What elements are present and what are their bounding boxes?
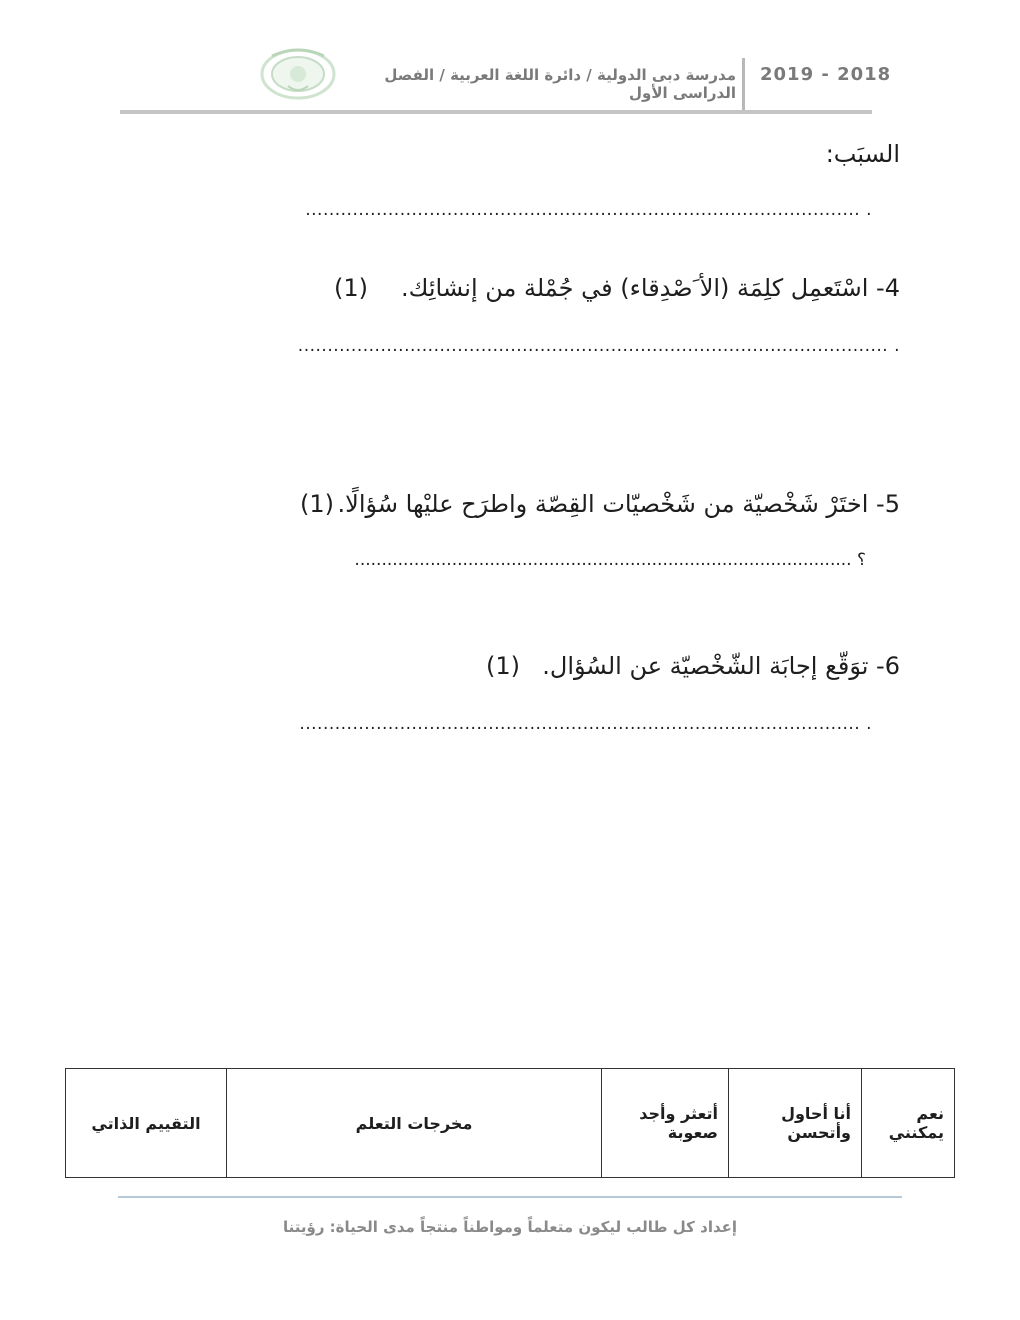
footer-rule xyxy=(118,1196,902,1198)
reason-answer-line[interactable]: . .............................................................................................. xyxy=(305,200,872,220)
reason-label: السبَب: xyxy=(825,140,900,168)
self-assessment-table xyxy=(65,1068,955,1178)
column-self-assessment: التقييم الذاتي xyxy=(66,1069,227,1178)
column-trying-improving: أنا أحاول وأتحسن xyxy=(729,1069,862,1178)
column-learning-outcomes: مخرجات التعلم xyxy=(227,1069,602,1178)
column-struggling: أتعثر وأجد صعوبة xyxy=(602,1069,729,1178)
question-5: 5- اختَرْ شَخْصيّة من شَخْصيّات القِصّة واطرَح عليْها سُؤالًا. xyxy=(337,490,900,518)
question-6-mark: (1) xyxy=(486,652,520,680)
question-5-mark: (1) xyxy=(300,490,334,518)
table-row xyxy=(66,1069,955,1178)
question-6-answer-line[interactable]: . ............................................................................................... xyxy=(299,714,872,734)
question-4-answer-line[interactable]: . .................................................................................................... xyxy=(297,336,900,356)
question-4-mark: (1) xyxy=(334,274,368,302)
question-6: 6- توَقّع إجابَة الشّخْصيّة عن السُؤال. xyxy=(542,652,900,680)
academic-year: 2019 - 2018 xyxy=(760,64,892,85)
column-yes-i-can: نعم يمكنني xyxy=(862,1069,955,1178)
header-rule xyxy=(120,110,872,114)
question-5-answer-line[interactable]: ؟ ............................................................................................ xyxy=(354,550,866,570)
header-vertical-divider xyxy=(742,58,745,110)
school-department-header: مدرسة دبى الدولية / دائرة اللغة العربية / الفصل الدراسى الأول xyxy=(384,66,736,102)
question-4: 4- اسْتَعمِل كلِمَة (الأ َصْدِقاء) في جُمْلة من إنشائِك. xyxy=(401,274,900,302)
footer-vision: إعداد كل طالب ليكون متعلماً ومواطناً منتجاً مدى الحياة: رؤيتنا xyxy=(282,1218,738,1236)
